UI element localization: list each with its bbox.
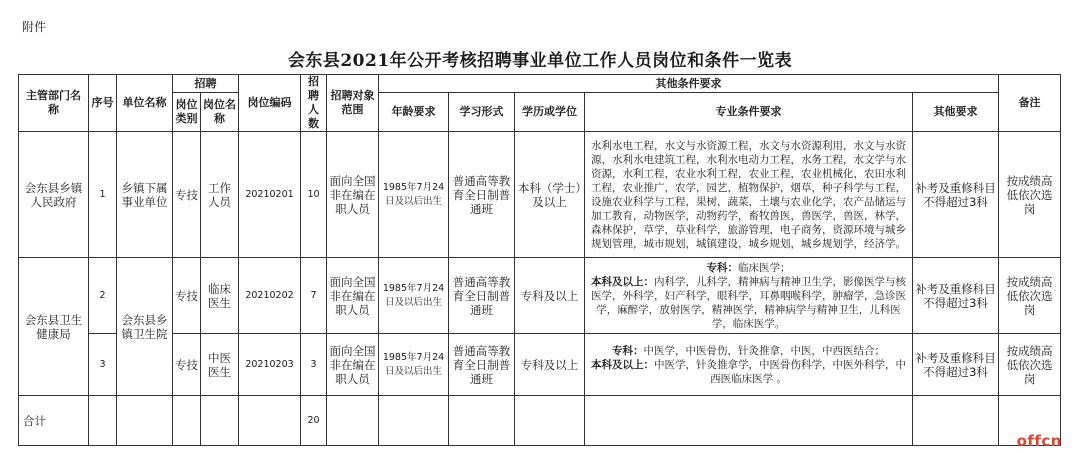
major-text-bachelor: 内科学，儿科学，精神病与精神卫生学，影像医学与核医学，外科学，妇产科学，眼科学，耳鼻咽喉科学，肿瘤学，急诊医学，麻醉学，放射医学，精神医学，精神病学与精神卫生，儿科医学，临床医学。 [591, 275, 906, 330]
cell-age: 1985年7月24日及以后出生 [379, 132, 449, 258]
header-row-2 [19, 93, 1061, 132]
table-row [19, 132, 1061, 258]
cell-post-name: 中医医生 [201, 334, 239, 396]
cell-other: 补考及重修科目不得超过3科 [913, 334, 999, 396]
cell-age: 1985年7月24日及以后出生 [379, 334, 449, 396]
cell-education: 专科及以上 [515, 258, 585, 334]
total-empty-cell [327, 396, 379, 446]
cell-other: 补考及重修科目不得超过3科 [913, 258, 999, 334]
positions-table [18, 74, 1061, 446]
total-empty-cell [117, 396, 173, 446]
header-age: 年龄要求 [379, 93, 449, 132]
header-count: 招聘人数 [301, 75, 327, 132]
table-row [19, 258, 1061, 334]
major-text-junior: 临床医学； [738, 261, 791, 274]
cell-other: 补考及重修科目不得超过3科 [913, 132, 999, 258]
table-row [19, 334, 1061, 396]
annex-label: 附件 [22, 20, 47, 34]
cell-education: 本科（学士）及以上 [515, 132, 585, 258]
cell-post-type: 专技 [173, 334, 201, 396]
cell-post-code: 20210201 [239, 132, 301, 258]
total-count: 20 [301, 396, 327, 446]
header-study-form: 学习形式 [449, 93, 515, 132]
major-label-junior: 专科： [706, 261, 738, 274]
cell-post-code: 20210203 [239, 334, 301, 396]
cell-unit: 乡镇下属事业单位 [117, 132, 173, 258]
cell-dept: 会东县乡镇人民政府 [19, 132, 89, 258]
cell-major [585, 334, 913, 396]
cell-seq: 2 [89, 258, 117, 334]
cell-post-type: 专技 [173, 132, 201, 258]
total-empty-cell [449, 396, 515, 446]
total-empty-cell [585, 396, 913, 446]
cell-remark: 按成绩高低依次选岗 [999, 258, 1061, 334]
cell-major: 水利水电工程，水文与水资源工程，水文与水资源利用，水文与水资源，水利水电建筑工程，水利水电动力工程，水务工程，水文学与水资源，水利工程，农业水利工程，农业工程，农业机械化，农田水利工程，农业推广，农学，园艺，植物保护，烟草，种子科学与工程，设施农业科学与工程，果树，蔬菜，土壤与农业化学，农产品储运与加工教育，动物医学，动物药学，畜牧兽医，兽医学，兽医，林学，森林保护，草学，草业科学，旅游管理，电子商务，资源环境与城乡规划管理，城市规划，城镇建设，城乡规划，城乡规划学，经济学。 [585, 132, 913, 258]
cell-post-name: 工作人员 [201, 132, 239, 258]
major-text-junior: 中医学，中医骨伤，针灸推拿，中医，中西医结合； [643, 344, 885, 357]
header-post-type: 岗位类别 [173, 93, 201, 132]
cell-post-name: 临床医生 [201, 258, 239, 334]
cell-target: 面向全国非在编在职人员 [327, 258, 379, 334]
cell-seq: 1 [89, 132, 117, 258]
major-text-bachelor: 中医学，针灸推拿学，中医骨伤科学，中医外科学，中西医临床医学 。 [654, 358, 906, 385]
cell-age: 1985年7月24日及以后出生 [379, 258, 449, 334]
total-empty-cell [913, 396, 999, 446]
total-row [19, 396, 1061, 446]
major-label-junior: 专科： [612, 344, 644, 357]
header-other-req: 其他条件要求 [379, 75, 999, 93]
major-label-bachelor: 本科及以上： [591, 275, 654, 288]
cell-study-form: 普通高等教育全日制普通班 [449, 334, 515, 396]
cell-count: 10 [301, 132, 327, 258]
total-label: 合计 [19, 396, 89, 446]
cell-study-form: 普通高等教育全日制普通班 [449, 132, 515, 258]
cell-target: 面向全国非在编在职人员 [327, 334, 379, 396]
cell-target: 面向全国非在编在职人员 [327, 132, 379, 258]
total-empty-cell [201, 396, 239, 446]
cell-remark: 按成绩高低依次选岗 [999, 132, 1061, 258]
cell-dept: 会东县卫生健康局 [19, 258, 89, 396]
header-other: 其他要求 [913, 93, 999, 132]
header-recruit: 招聘 [173, 75, 239, 93]
header-post-name: 岗位名称 [201, 93, 239, 132]
header-target: 招聘对象范围 [327, 75, 379, 132]
cell-post-type: 专技 [173, 258, 201, 334]
header-remark: 备注 [999, 75, 1061, 132]
cell-count: 3 [301, 334, 327, 396]
watermark-logo: offcn [1016, 432, 1062, 450]
header-unit: 单位名称 [117, 75, 173, 132]
total-empty-cell [515, 396, 585, 446]
header-education: 学历或学位 [515, 93, 585, 132]
cell-count: 7 [301, 258, 327, 334]
major-label-bachelor: 本科及以上： [591, 358, 654, 371]
cell-education: 专科及以上 [515, 334, 585, 396]
cell-post-code: 20210202 [239, 258, 301, 334]
cell-major [585, 258, 913, 334]
header-major: 专业条件要求 [585, 93, 913, 132]
total-empty-cell [379, 396, 449, 446]
cell-study-form: 普通高等教育全日制普通班 [449, 258, 515, 334]
page-title: 会东县2021年公开考核招聘事业单位工作人员岗位和条件一览表 [287, 51, 793, 71]
cell-unit: 会东县乡镇卫生院 [117, 258, 173, 396]
total-empty-cell [173, 396, 201, 446]
total-empty-cell [89, 396, 117, 446]
cell-remark: 按成绩高低依次选岗 [999, 334, 1061, 396]
header-dept: 主管部门名称 [19, 75, 89, 132]
header-seq: 序号 [89, 75, 117, 132]
cell-seq: 3 [89, 334, 117, 396]
header-post-code: 岗位编码 [239, 75, 301, 132]
total-empty-cell [239, 396, 301, 446]
header-row-1 [19, 75, 1061, 93]
